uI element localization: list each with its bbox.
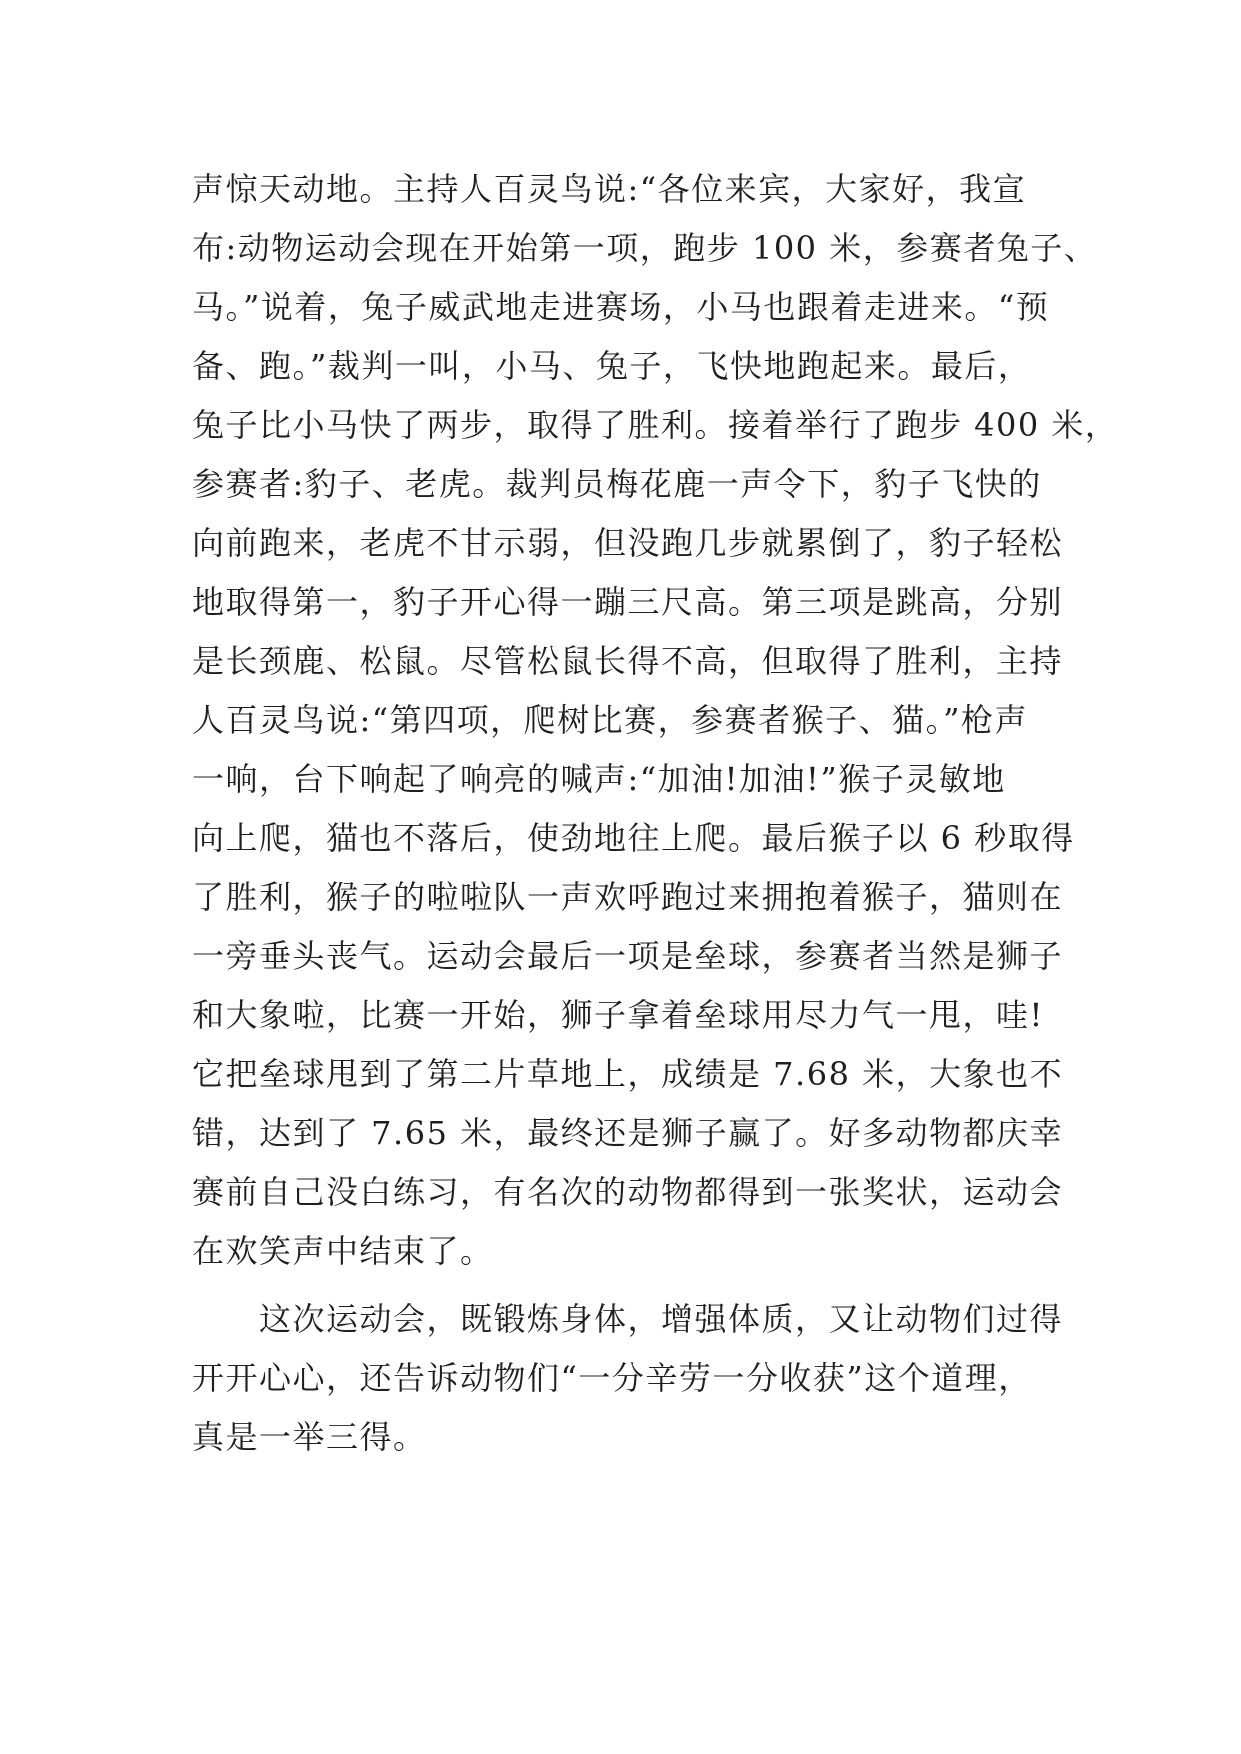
- text-line: 在欢笑声中结束了。: [192, 1232, 494, 1270]
- text-line: 它把垒球甩到了第二片草地上，成绩是 7.68 米，大象也不: [192, 1055, 1064, 1093]
- text-line: 赛前自己没白练习，有名次的动物都得到一张奖状，运动会: [192, 1173, 1064, 1211]
- text-line: 错，达到了 7.65 米，最终还是狮子赢了。好多动物都庆幸: [192, 1114, 1064, 1152]
- text-line: 地取得第一，豹子开心得一蹦三尺高。第三项是跳高，分别: [192, 583, 1064, 621]
- text-line: 一响，台下响起了响亮的喊声:“加油!加油!”猴子灵敏地: [192, 760, 1006, 798]
- text-line: 布:动物运动会现在开始第一项，跑步 100 米，参赛者兔子、: [192, 229, 1098, 267]
- text-line: 一旁垂头丧气。运动会最后一项是垒球，参赛者当然是狮子: [192, 937, 1064, 975]
- text-line: 了胜利，猴子的啦啦队一声欢呼跑过来拥抱着猴子，猫则在: [192, 878, 1064, 916]
- text-line: 兔子比小马快了两步，取得了胜利。接着举行了跑步 400 米，: [192, 406, 1119, 444]
- text-line: 真是一举三得。: [192, 1418, 427, 1456]
- text-line: 备、跑。”裁判一叫，小马、兔子，飞快地跑起来。最后，: [192, 347, 1032, 385]
- text-line: 声惊天动地。主持人百灵鸟说:“各位来宾，大家好，我宣: [192, 170, 1027, 208]
- text-line: 这次运动会，既锻炼身体，增强体质，又让动物们过得: [192, 1300, 1064, 1338]
- text-line: 开开心心，还告诉动物们“一分辛劳一分收获”这个道理，: [192, 1359, 1032, 1397]
- text-line: 向上爬，猫也不落后，使劲地往上爬。最后猴子以 6 秒取得: [192, 819, 1075, 857]
- text-line: 和大象啦，比赛一开始，狮子拿着垒球用尽力气一甩，哇!: [192, 996, 1044, 1034]
- text-line: 马。”说着，兔子威武地走进赛场，小马也跟着走进来。“预: [192, 288, 1050, 326]
- paragraph-2: [192, 1290, 1092, 1467]
- text-line: 人百灵鸟说:“第四项，爬树比赛，参赛者猴子、猫。”枪声: [192, 701, 1029, 739]
- body-text: [192, 160, 1119, 1467]
- text-line: 参赛者:豹子、老虎。裁判员梅花鹿一声令下，豹子飞快的: [192, 465, 1042, 503]
- paragraph-spacer: [192, 1281, 1092, 1290]
- paragraph-1: [192, 160, 1119, 1281]
- text-line: 是长颈鹿、松鼠。尽管松鼠长得不高，但取得了胜利，主持: [192, 642, 1064, 680]
- text-line: 向前跑来，老虎不甘示弱，但没跑几步就累倒了，豹子轻松: [192, 524, 1064, 562]
